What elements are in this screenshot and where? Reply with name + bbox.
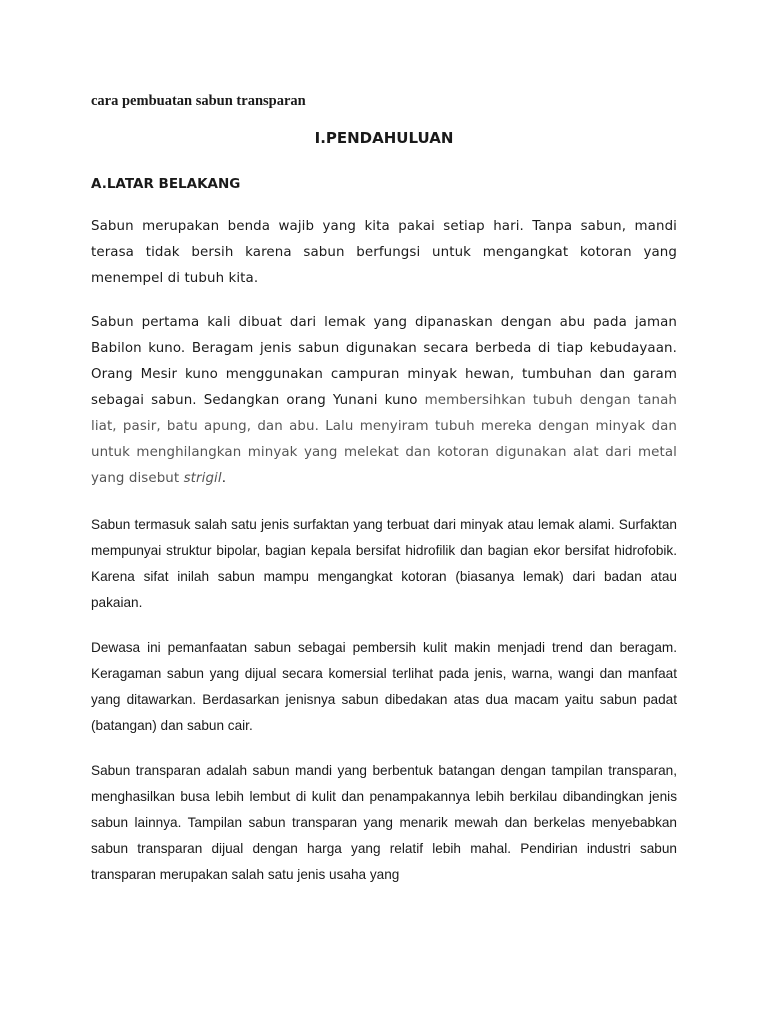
paragraph-2-part-2: membersihkan tubuh dengan tanah liat, pasir, batu apung, dan abu. Lalu menyiram tubuh mereka dengan minyak dan untuk menghilangkan minyak yang melekat dan kotoran digunakan alat dari metal yang disebut	[91, 393, 677, 486]
paragraph-2-part-1: Sabun pertama kali dibuat dari lemak yang dipanaskan dengan abu pada jaman Babilon kuno. Beragam jenis sabun digunakan secara berbeda di tiap kebudayaan. Orang Mesir kuno menggunakan campuran minyak hewan, tumbuhan dan garam sebagai sabun. Sedangkan orang Yunani kuno	[91, 315, 677, 408]
paragraph-1: Sabun merupakan benda wajib yang kita pakai setiap hari. Tanpa sabun, mandi terasa tidak bersih karena sabun berfungsi untuk mengangkat kotoran yang menempel di tubuh kita.	[91, 219, 677, 286]
paragraph-2	[91, 310, 677, 492]
paragraph-5: Sabun transparan adalah sabun mandi yang berbentuk batangan dengan tampilan transparan, menghasilkan busa lebih lembut di kulit dan penampakannya lebih berkilau dibandingkan jenis sabun lainnya. Tampilan sabun transparan yang menarik mewah dan berkelas menyebabkan sabun transparan dijual dengan harga yang relatif lebih mahal. Pendirian industri sabun transparan merupakan salah satu jenis usaha yang	[91, 763, 677, 882]
paragraph-3: Sabun termasuk salah satu jenis surfaktan yang terbuat dari minyak atau lemak alami. Surfaktan mempunyai struktur bipolar, bagian kepala bersifat hidrofilik dan bagian ekor bersifat hidrofobik. Karena sifat inilah sabun mampu mengangkat kotoran (biasanya lemak) dari badan atau pakaian.	[91, 517, 677, 610]
chapter-heading: I.PENDAHULUAN	[314, 129, 454, 147]
section-heading: A.LATAR BELAKANG	[91, 176, 241, 192]
document-body	[91, 88, 677, 888]
paragraph-4: Dewasa ini pemanfaatan sabun sebagai pembersih kulit makin menjadi trend dan beragam. Keragaman sabun yang dijual secara komersial terlihat pada jenis, warna, wangi dan manfaat yang ditawarkan. Berdasarkan jenisnya sabun dibedakan atas dua macam yaitu sabun padat (batangan) dan sabun cair.	[91, 640, 677, 733]
paragraph-2-end: .	[221, 471, 227, 486]
document-title: cara pembuatan sabun transparan	[91, 93, 306, 109]
paragraph-2-italic-term: strigil	[183, 471, 222, 486]
